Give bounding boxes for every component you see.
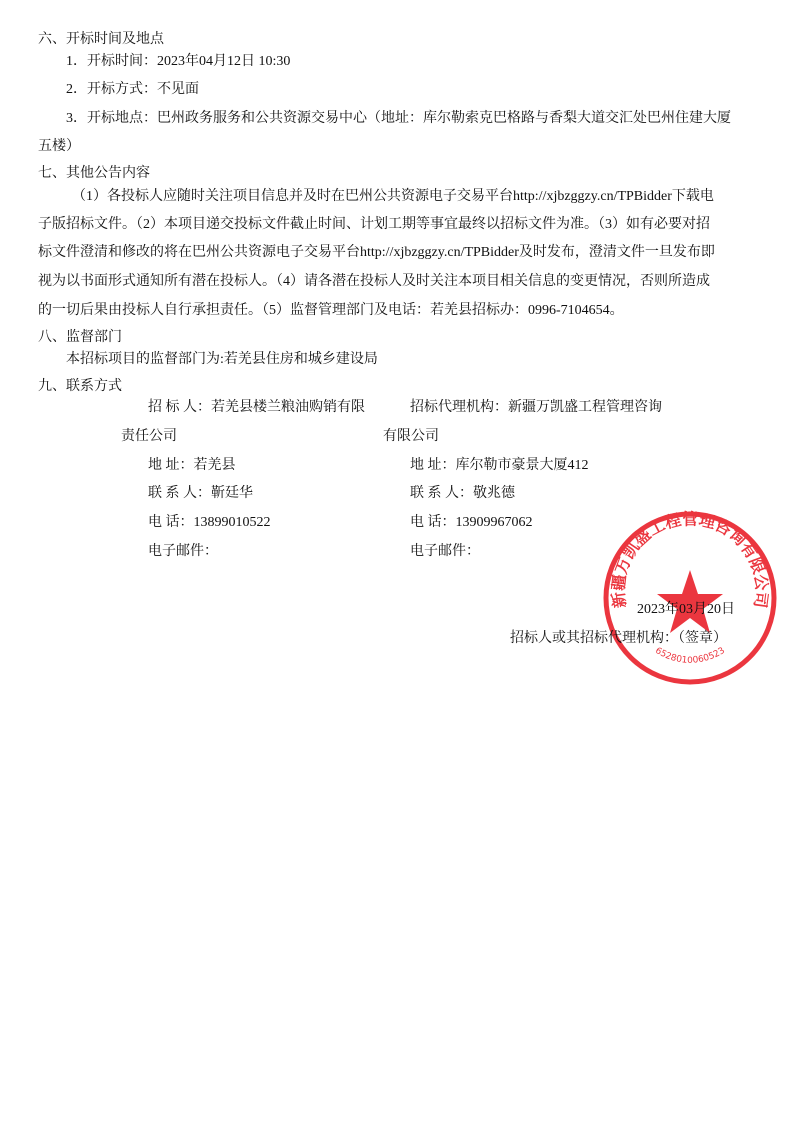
tenderer-address: 地 址：若羌县 — [148, 458, 236, 473]
section-6-heading: 六、开标时间及地点 — [38, 30, 164, 46]
signature-date: 2023年03月20日 — [637, 602, 735, 617]
agency-phone: 电 话：13909967062 — [410, 515, 533, 530]
stamp-number: 6528010060523 — [653, 645, 727, 666]
notice-line: 标文件澄清和修改的将在巴州公共资源电子交易平台http://xjbzggzy.cn/TPBidder及时发布，澄清文件一旦发布即 — [38, 245, 715, 260]
agency-address: 地 址：库尔勒市豪景大厦412 — [410, 458, 589, 473]
agency-contact: 联 系 人：敬兆德 — [410, 486, 515, 501]
supervision-text: 本招标项目的监督部门为:若羌县住房和城乡建设局 — [66, 352, 378, 367]
tenderer-name-cont: 责任公司 — [121, 429, 177, 444]
tenderer-phone: 电 话：13899010522 — [148, 515, 271, 530]
notice-line: 子版招标文件。（2）本项目递交投标文件截止时间、计划工期等事宜最终以招标文件为准。（3）如有必要对招 — [38, 217, 710, 232]
svg-text:6528010060523 — [653, 646, 727, 666]
notice-line: （1）各投标人应随时关注项目信息并及时在巴州公共资源电子交易平台http://xjbzggzy.cn/TPBidder下载电 — [72, 189, 714, 204]
notice-line: 视为以书面形式通知所有潜在投标人。（4）请各潜在投标人及时关注本项目相关信息的变更情况，否则所造成 — [38, 274, 710, 289]
tenderer-email: 电子邮件： — [148, 544, 218, 559]
opening-location-cont: 五楼） — [38, 139, 80, 154]
tenderer-name: 招 标 人：若羌县楼兰粮油购销有限 — [148, 400, 365, 415]
opening-time: 1．开标时间：2023年04月12日 10:30 — [66, 54, 291, 69]
opening-location: 3．开标地点：巴州政务服务和公共资源交易中心（地址：库尔勒索克巴格路与香梨大道交汇处巴州住建大厦 — [66, 111, 731, 126]
section-9-heading: 九、联系方式 — [38, 377, 122, 393]
agency-email: 电子邮件： — [410, 544, 480, 559]
company-seal-stamp — [600, 508, 780, 688]
section-8-heading: 八、监督部门 — [38, 328, 122, 344]
opening-method: 2．开标方式：不见面 — [66, 82, 199, 97]
agency-name: 招标代理机构：新疆万凯盛工程管理咨询 — [410, 400, 662, 415]
tenderer-contact: 联 系 人：靳廷华 — [148, 486, 253, 501]
notice-line: 的一切后果由投标人自行承担责任。（5）监督管理部门及电话：若羌县招标办：0996-7104654。 — [38, 303, 624, 318]
signature-label: 招标人或其招标代理机构：（签章） — [510, 631, 727, 646]
section-7-heading: 七、其他公告内容 — [38, 164, 150, 180]
stamp-text: 新疆万凯盛工程管理咨询有限公司 — [608, 509, 772, 610]
agency-name-cont: 有限公司 — [383, 429, 439, 444]
